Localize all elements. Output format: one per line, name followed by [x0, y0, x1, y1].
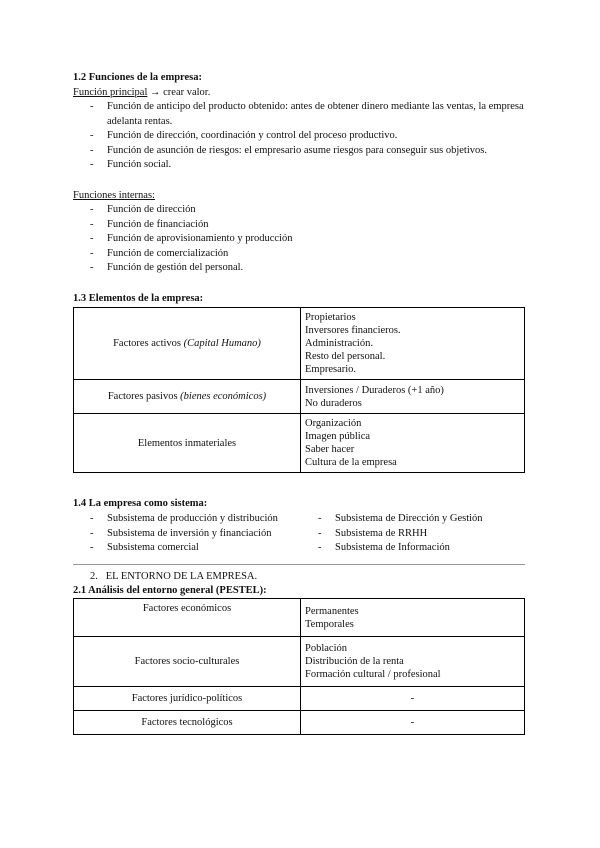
principal-line [73, 86, 210, 100]
list-item: - Función de comercialización [73, 247, 525, 262]
table-cell-label: Factores pasivos (bienes económicos) [74, 380, 301, 414]
section-1-2-heading: 1.2 Funciones de la empresa: [73, 72, 203, 83]
table-cell-values: Inversiones / Duraderos (+1 año) No duraderos [301, 380, 525, 414]
table-row [74, 599, 525, 637]
table-row [74, 414, 525, 473]
principal-label: Función principal [73, 87, 148, 98]
section-2-1-heading: 2.1 Análisis del entorno general (PESTEL): [73, 585, 267, 596]
list-item: - Función de dirección [73, 203, 525, 218]
list-item: - Subsistema de Dirección y Gestión [301, 512, 525, 527]
table-cell-label: Factores jurídico-políticos [74, 687, 301, 711]
table-cell-values: Población Distribución de la renta Formación cultural / profesional [301, 637, 525, 687]
list-item: - Subsistema de inversión y financiación [73, 527, 303, 542]
list-item: - Subsistema de producción y distribución [73, 512, 303, 527]
table-cell-label: Factores socio-culturales [74, 637, 301, 687]
pestel-table [73, 598, 525, 735]
subsystems-left [73, 512, 303, 556]
internas-label: Funciones internas: [73, 190, 155, 201]
list-item: - Subsistema de RRHH [301, 527, 525, 542]
table-cell-label: Factores económicos [74, 599, 301, 637]
list-item: - Función de aprovisionamiento y producción [73, 232, 525, 247]
section-2-title: 2. EL ENTORNO DE LA EMPRESA. [90, 571, 258, 582]
table-row [74, 380, 525, 414]
list-item: - Función de financiación [73, 218, 525, 233]
list-item: - Subsistema de Información [301, 541, 525, 556]
functions-list [73, 100, 525, 173]
section-1-3-heading: 1.3 Elementos de la empresa: [73, 293, 204, 304]
list-item: - Función de anticipo del producto obtenido: antes de obtener dinero mediante las ventas, la empresa adelanta rentas. [73, 100, 525, 129]
table-row [74, 637, 525, 687]
table-cell-label: Elementos inmateriales [74, 414, 301, 473]
table-cell-label: Factores activos (Capital Humano) [74, 308, 301, 380]
table-cell-values: Permanentes Temporales [301, 599, 525, 637]
section-1-4-heading: 1.4 La empresa como sistema: [73, 498, 208, 509]
principal-text: crear valor. [163, 87, 211, 98]
elements-table [73, 307, 525, 473]
list-item: - Subsistema comercial [73, 541, 303, 556]
table-row [74, 711, 525, 735]
table-cell-values: - [301, 687, 525, 711]
divider [73, 564, 525, 565]
list-item: - Función de dirección, coordinación y control del proceso productivo. [73, 129, 525, 144]
table-cell-values: Organización Imagen pública Saber hacer Cultura de la empresa [301, 414, 525, 473]
arrow-icon: → [150, 87, 161, 98]
internal-functions-list [73, 203, 525, 276]
list-item: - Función de asunción de riesgos: el empresario asume riesgos para conseguir sus objetivos. [73, 144, 525, 159]
table-row [74, 308, 525, 380]
table-cell-values: Propietarios Inversores financieros. Administración. Resto del personal. Empresario. [301, 308, 525, 380]
table-cell-label: Factores tecnológicos [74, 711, 301, 735]
table-cell-values: - [301, 711, 525, 735]
list-item: - Función de gestión del personal. [73, 261, 525, 276]
list-item: - Función social. [73, 158, 525, 173]
subsystems-right [301, 512, 525, 556]
table-row [74, 687, 525, 711]
